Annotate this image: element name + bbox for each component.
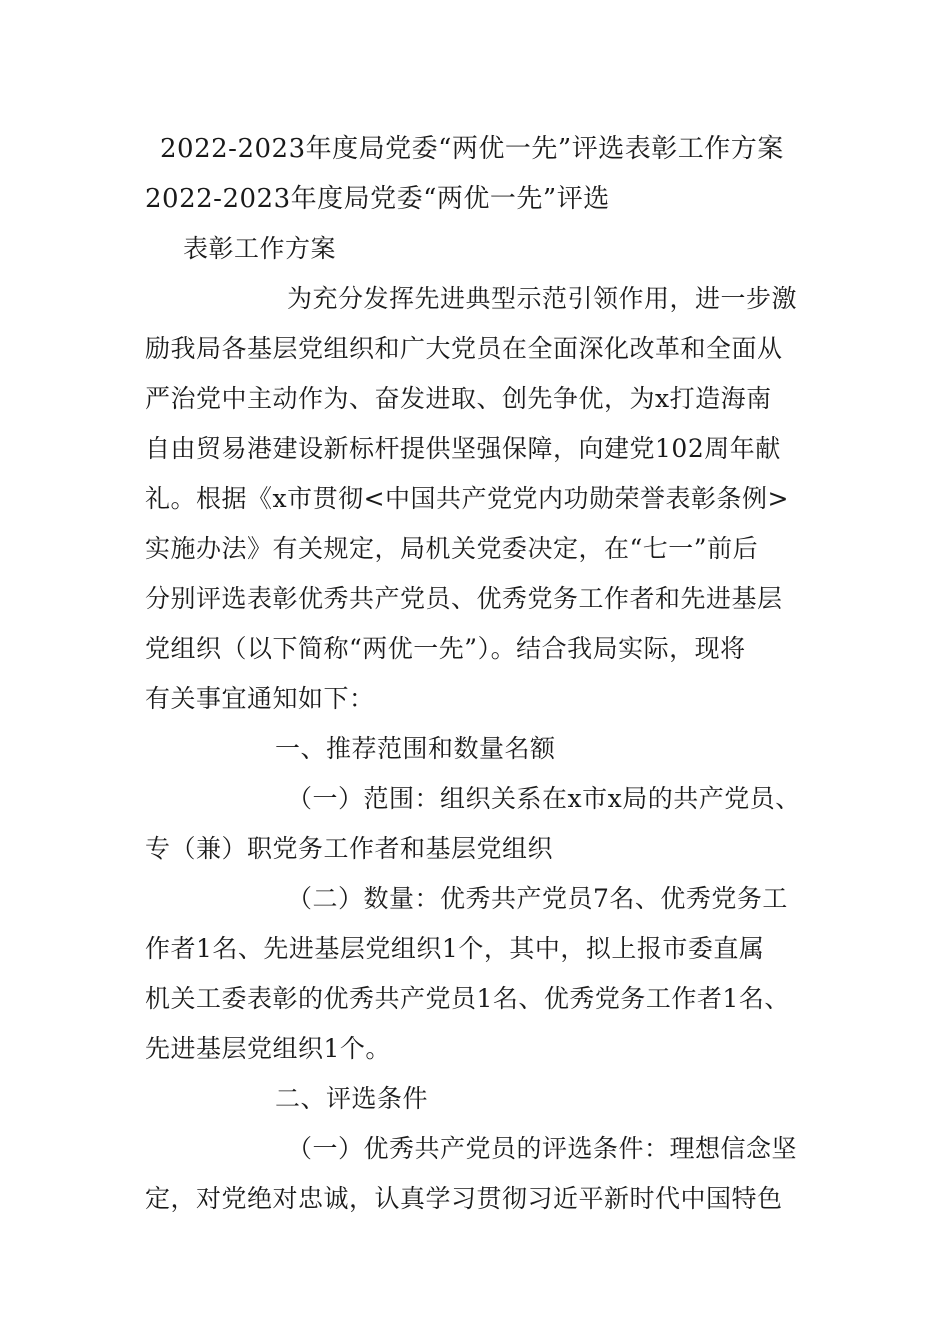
paragraph-line: 有关事宜通知如下：	[145, 684, 375, 713]
paragraph-line: 先进基层党组织1个。	[145, 1034, 391, 1063]
paragraph-line: 实施办法》有关规定，局机关党委决定，在“七一”前后	[145, 534, 759, 563]
paragraph-line: 作者1名、先进基层党组织1个，其中，拟上报市委直属	[145, 934, 765, 963]
paragraph-line: 分别评选表彰优秀共产党员、优秀党务工作者和先进基层	[145, 584, 783, 613]
paragraph-line: 专（兼）职党务工作者和基层党组织	[145, 834, 554, 863]
section-heading-1: 一、推荐范围和数量名额	[275, 734, 556, 763]
document-title-line-1: 2022-2023年度局党委“两优一先”评选表彰工作方案	[160, 134, 784, 164]
paragraph-line: 自由贸易港建设新标杆提供坚强保障，向建党102周年献	[145, 434, 781, 463]
paragraph-line: 机关工委表彰的优秀共产党员1名、优秀党务工作者1名、	[145, 984, 790, 1013]
paragraph-line: 党组织（以下简称“两优一先”）。结合我局实际，现将	[145, 634, 746, 663]
paragraph-line: 定，对党绝对忠诚，认真学习贯彻习近平新时代中国特色	[145, 1184, 783, 1213]
paragraph-line: （二）数量：优秀共产党员7名、优秀党务工	[287, 884, 788, 913]
paragraph-line: 为充分发挥先进典型示范引领作用，进一步激	[287, 284, 798, 313]
paragraph-line: 礼。根据《x市贯彻<中国共产党党内功勋荣誉表彰条例>	[145, 484, 789, 513]
paragraph-line: 严治党中主动作为、奋发进取、创先争优，为x打造海南	[145, 384, 772, 413]
paragraph-line: （一）范围：组织关系在x市x局的共产党员、	[287, 784, 801, 813]
section-heading-2: 二、评选条件	[275, 1084, 429, 1113]
document-title-line-3: 表彰工作方案	[183, 234, 337, 263]
document-title-line-2: 2022-2023年度局党委“两优一先”评选	[145, 184, 610, 214]
paragraph-line: 励我局各基层党组织和广大党员在全面深化改革和全面从	[145, 334, 783, 363]
paragraph-line: （一）优秀共产党员的评选条件：理想信念坚	[287, 1134, 798, 1163]
